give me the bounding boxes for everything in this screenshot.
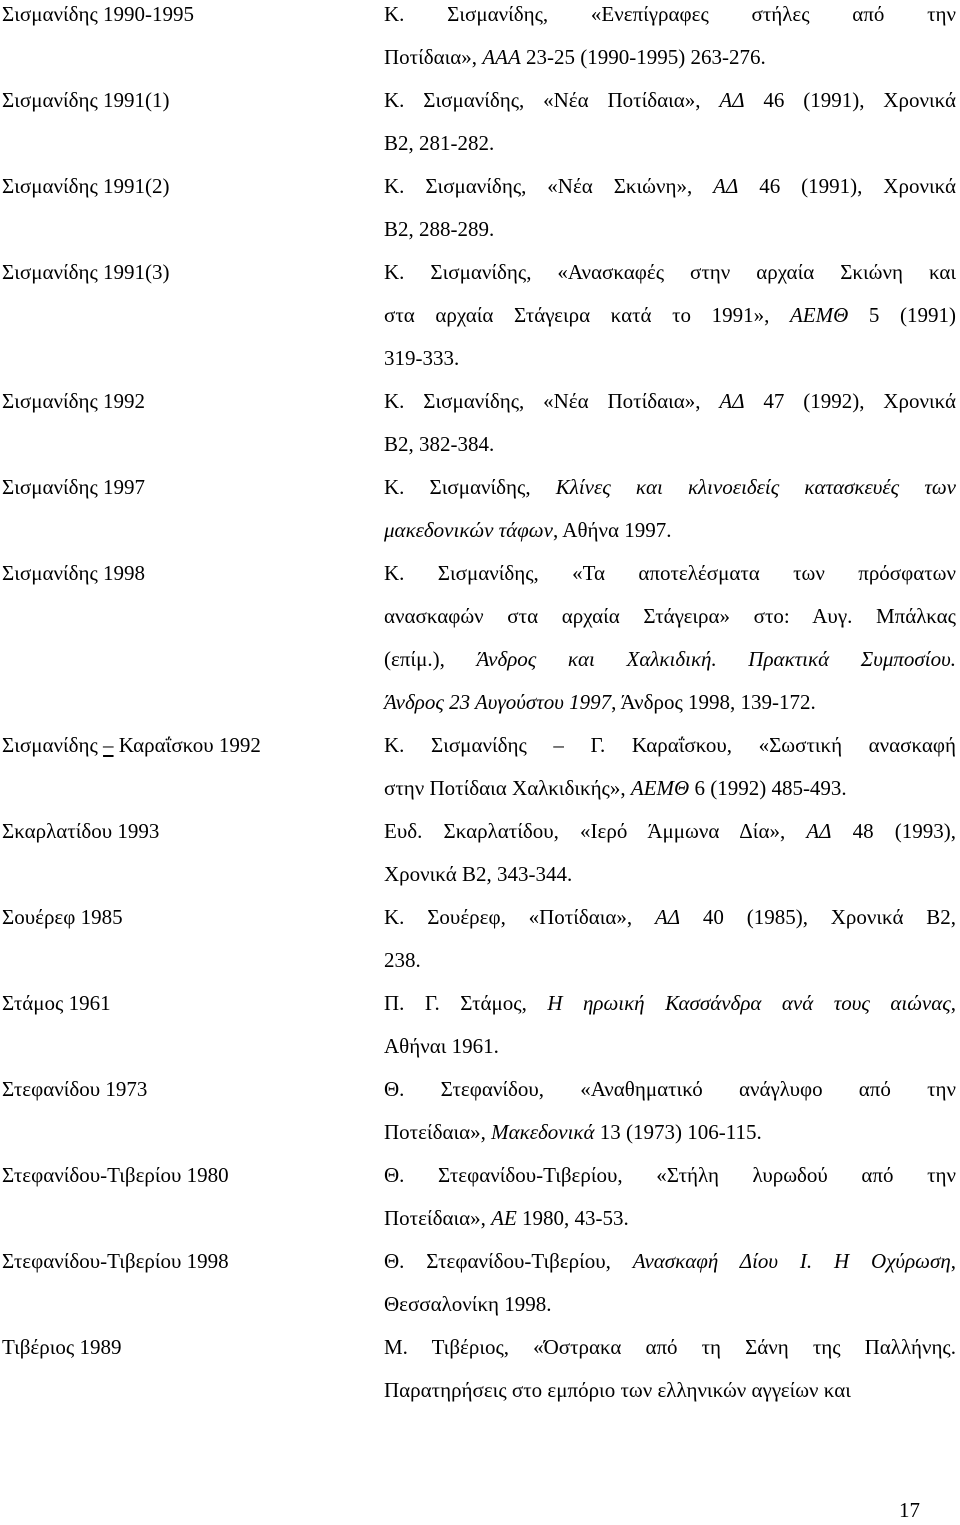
reference-text: Κ. Σισμανίδης, «Τα αποτελέσματα των πρόσφατων <box>384 561 956 585</box>
entry-key: Στεφανίδου-Τιβερίου 1980 <box>2 1163 229 1187</box>
reference-text: Θ. Στεφανίδου, «Αναθηματικό ανάγλυφο από την <box>384 1077 956 1101</box>
bibliography-entry <box>0 0 960 79</box>
entry-reference <box>384 1068 956 1154</box>
reference-line <box>384 724 956 767</box>
reference-text: στην Ποτίδαια Χαλκιδικής», <box>384 776 631 800</box>
entry-reference <box>384 1154 956 1240</box>
bibliography-entry <box>0 552 960 724</box>
entry-reference <box>384 79 956 165</box>
reference-line <box>384 466 956 509</box>
reference-line <box>384 853 956 896</box>
reference-text: Κ. Σισμανίδης, «Νέα Ποτίδαια», <box>384 389 720 413</box>
italic-title: Κλίνες και κλινοειδείς κατασκευές των <box>555 475 956 499</box>
entry-key: Σισμανίδης 1998 <box>2 561 146 585</box>
reference-text: 13 (1973) 106-115. <box>594 1120 762 1144</box>
entry-key: Σουέρεφ 1985 <box>2 905 123 929</box>
reference-line <box>384 939 956 982</box>
entry-reference <box>384 810 956 896</box>
entry-key: Σισμανίδης 1991(3) <box>2 260 170 284</box>
reference-line <box>384 1154 956 1197</box>
reference-line <box>384 208 956 251</box>
reference-text: , Άνδρος 1998, 139-172. <box>611 690 816 714</box>
reference-text: 319-333. <box>384 346 460 370</box>
reference-text: 23-25 (1990-1995) 263-276. <box>520 45 766 69</box>
reference-line <box>384 1283 956 1326</box>
italic-title: ΑΔ <box>713 174 739 198</box>
reference-text: ανασκαφών στα αρχαία Στάγειρα» στο: Αυγ. Μπάλκας <box>384 604 956 628</box>
bibliography-entry <box>0 724 960 810</box>
reference-line <box>384 1025 956 1068</box>
entry-key: Σισμανίδης 1991(1) <box>2 88 170 112</box>
reference-text: Β2, 382-384. <box>384 432 495 456</box>
reference-text: 46 (1991), Χρονικά <box>744 88 956 112</box>
reference-line <box>384 423 956 466</box>
entry-reference <box>384 165 956 251</box>
reference-line <box>384 1369 956 1412</box>
reference-line <box>384 509 956 552</box>
reference-line <box>384 595 956 638</box>
reference-text: 40 (1985), Χρονικά Β2, <box>680 905 956 929</box>
reference-line <box>384 767 956 810</box>
reference-line <box>384 294 956 337</box>
entry-key: Σισμανίδης – Καραΐσκου 1992 <box>2 733 261 757</box>
reference-text: Θ. Στεφανίδου-Τιβερίου, «Στήλη λυρωδού από την <box>384 1163 956 1187</box>
entry-key: Σισμανίδης 1997 <box>2 475 146 499</box>
reference-text: Κ. Σισμανίδης, «Νέα Σκιώνη», <box>384 174 714 198</box>
italic-title: Άνδρος 23 Αυγούστου 1997 <box>384 690 612 714</box>
reference-line <box>384 380 956 423</box>
bibliography-entry <box>0 896 960 982</box>
reference-line <box>384 36 956 79</box>
reference-line <box>384 1068 956 1111</box>
italic-title: Ανασκαφή Δίου Ι. Η Οχύρωση <box>632 1249 951 1273</box>
entry-reference <box>384 896 956 982</box>
entry-reference <box>384 466 956 552</box>
reference-text: Κ. Σουέρεφ, «Ποτίδαια», <box>384 905 655 929</box>
italic-title: ΑΔ <box>719 389 745 413</box>
entry-key: Στάμος 1961 <box>2 991 111 1015</box>
reference-text: (επίμ.), <box>384 647 477 671</box>
entry-key: Στεφανίδου 1973 <box>2 1077 148 1101</box>
reference-line <box>384 810 956 853</box>
reference-text: 1980, 43-53. <box>516 1206 629 1230</box>
reference-text: Κ. Σισμανίδης – Γ. Καραΐσκου, «Σωστική ανασκαφή <box>384 733 956 757</box>
entry-key: Στεφανίδου-Τιβερίου 1998 <box>2 1249 229 1273</box>
entry-reference <box>384 251 956 380</box>
bibliography-entry <box>0 79 960 165</box>
bibliography-entry <box>0 1068 960 1154</box>
bibliography-entry <box>0 1326 960 1412</box>
entry-reference <box>384 1326 956 1412</box>
italic-title: Μακεδονικά <box>491 1120 595 1144</box>
reference-text: Παρατηρήσεις στο εμπόριο των ελληνικών αγγείων και <box>384 1378 851 1402</box>
italic-title: ΑΔ <box>806 819 832 843</box>
reference-text: Χρονικά Β2, 343-344. <box>384 862 573 886</box>
italic-title: Η ηρωική Κασσάνδρα ανά τους αιώνας <box>547 991 951 1015</box>
entry-key: Σκαρλατίδου 1993 <box>2 819 160 843</box>
reference-text: 48 (1993), <box>831 819 956 843</box>
reference-text: Κ. Σισμανίδης, <box>384 475 556 499</box>
reference-text: Θεσσαλονίκη 1998. <box>384 1292 552 1316</box>
italic-title: μακεδονικών τάφων <box>384 518 553 542</box>
reference-text: Π. Γ. Στάμος, <box>384 991 548 1015</box>
reference-text: στα αρχαία Στάγειρα κατά το 1991», <box>384 303 790 327</box>
reference-text: Ποτείδαια», <box>384 1120 492 1144</box>
entry-reference <box>384 982 956 1068</box>
reference-text: , Αθήνα 1997. <box>552 518 672 542</box>
reference-line <box>384 1240 956 1283</box>
reference-text: 47 (1992), Χρονικά <box>744 389 956 413</box>
reference-line <box>384 165 956 208</box>
reference-line <box>384 251 956 294</box>
reference-text: 5 (1991) <box>848 303 956 327</box>
italic-title: ΑΑΑ <box>482 45 521 69</box>
bibliography-entry <box>0 1154 960 1240</box>
entry-key: Σισμανίδης 1990-1995 <box>2 2 195 26</box>
reference-text: Κ. Σισμανίδης, «Ενεπίγραφες στήλες από την <box>384 2 956 26</box>
reference-text: 6 (1992) 485-493. <box>689 776 847 800</box>
reference-line <box>384 896 956 939</box>
reference-text: Μ. Τιβέριος, «Όστρακα από τη Σάνη της Παλλήνης. <box>384 1335 956 1359</box>
entry-key: Σισμανίδης 1992 <box>2 389 146 413</box>
reference-text: Β2, 288-289. <box>384 217 495 241</box>
reference-text: Ποτείδαια», <box>384 1206 492 1230</box>
reference-text: Ευδ. Σκαρλατίδου, «Ιερό Άμμωνα Δία», <box>384 819 807 843</box>
italic-title: ΑΕΜΘ <box>789 303 849 327</box>
reference-text: Κ. Σισμανίδης, «Νέα Ποτίδαια», <box>384 88 720 112</box>
reference-text: , <box>950 991 956 1015</box>
bibliography-entry <box>0 810 960 896</box>
reference-line <box>384 1111 956 1154</box>
entry-reference <box>384 552 956 724</box>
reference-text: Θ. Στεφανίδου-Τιβερίου, <box>384 1249 633 1273</box>
italic-title: ΑΔ <box>719 88 745 112</box>
italic-title: ΑΕ <box>491 1206 517 1230</box>
bibliography-entry <box>0 165 960 251</box>
italic-title: ΑΕΜΘ <box>630 776 690 800</box>
reference-text: , <box>950 1249 957 1273</box>
italic-title: ΑΔ <box>654 905 681 929</box>
italic-title: Άνδρος και Χαλκιδική. Πρακτικά Συμποσίου. <box>476 647 956 671</box>
entry-key: Τιβέριος 1989 <box>2 1335 122 1359</box>
bibliography-entry <box>0 466 960 552</box>
reference-text: 46 (1991), Χρονικά <box>738 174 956 198</box>
reference-line <box>384 681 956 724</box>
entry-reference <box>384 380 956 466</box>
reference-line <box>384 638 956 681</box>
reference-line <box>384 0 956 36</box>
reference-text: Αθήναι 1961. <box>384 1034 499 1058</box>
bibliography-entry <box>0 251 960 380</box>
reference-line <box>384 337 956 380</box>
reference-line <box>384 1326 956 1369</box>
reference-line <box>384 122 956 165</box>
entry-reference <box>384 1240 956 1326</box>
entry-reference <box>384 724 956 810</box>
reference-text: Ποτίδαια», <box>384 45 483 69</box>
entry-reference <box>384 0 956 79</box>
reference-text: Β2, 281-282. <box>384 131 495 155</box>
bibliography-entry <box>0 1240 960 1326</box>
reference-line <box>384 79 956 122</box>
bibliography-entry <box>0 982 960 1068</box>
reference-line <box>384 1197 956 1240</box>
reference-text: Κ. Σισμανίδης, «Ανασκαφές στην αρχαία Σκιώνη και <box>384 260 956 284</box>
bibliography-entry <box>0 380 960 466</box>
reference-line <box>384 982 956 1025</box>
reference-text: 238. <box>384 948 421 972</box>
entry-key: Σισμανίδης 1991(2) <box>2 174 170 198</box>
page-number: 17 <box>899 1498 920 1522</box>
reference-line <box>384 552 956 595</box>
